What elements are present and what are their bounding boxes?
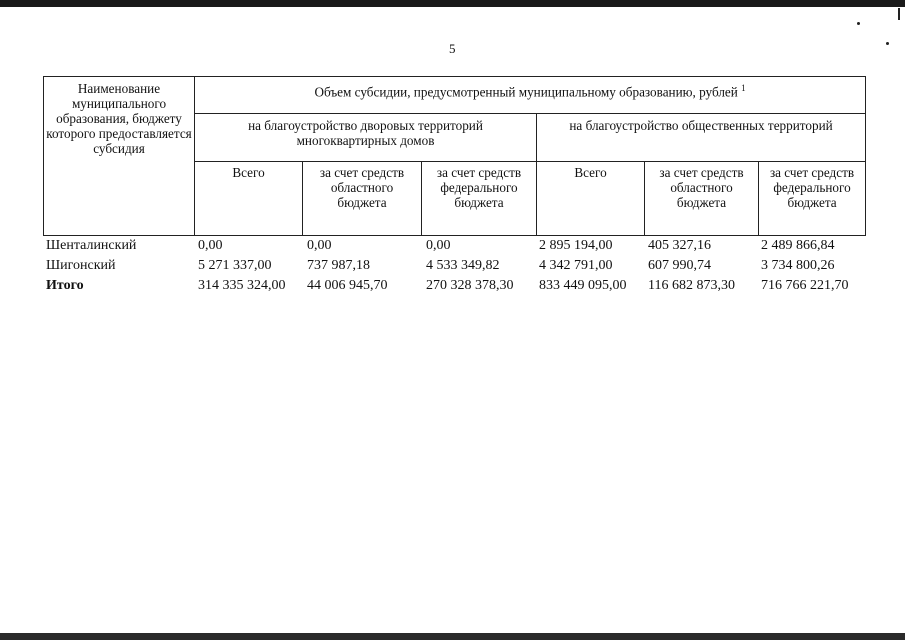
column-header-regional: за счет средств областного бюджета (303, 162, 422, 236)
table-cell: 5 271 337,00 (198, 258, 272, 273)
subsidy-table (43, 76, 865, 296)
main-header-footnote: 1 (741, 83, 746, 93)
table-cell: 405 327,16 (648, 238, 711, 253)
table-cell: 270 328 378,30 (426, 278, 514, 293)
table-row (43, 236, 865, 256)
table-row (43, 256, 865, 276)
table-cell: 116 682 873,30 (648, 278, 735, 293)
group-header-courtyards: на благоустройство дворовых территорий многоквартирных домов (195, 114, 537, 162)
column-header-federal: за счет средств федерального бюджета (759, 162, 866, 236)
group-header-public: на благоустройство общественных территорий (537, 114, 866, 162)
column-header-total: Всего (195, 162, 303, 236)
table-body (43, 236, 865, 296)
table-cell: 0,00 (307, 238, 332, 253)
main-header (195, 77, 866, 114)
table-cell: 3 734 800,26 (761, 258, 835, 273)
column-header-municipality: Наименование муниципального образования, бюджету которого предоставляется субсидия (44, 77, 195, 236)
scan-speck (857, 22, 860, 25)
total-label: Итого (46, 278, 84, 293)
scan-bottom-border (0, 628, 905, 640)
municipality-name: Шенталинский (46, 238, 137, 253)
column-header-total: Всего (537, 162, 645, 236)
table-cell: 314 335 324,00 (198, 278, 286, 293)
table-cell: 4 342 791,00 (539, 258, 613, 273)
table-cell: 0,00 (426, 238, 451, 253)
table-cell: 2 895 194,00 (539, 238, 613, 253)
table-header (43, 76, 866, 236)
column-header-federal: за счет средств федерального бюджета (422, 162, 537, 236)
table-cell: 716 766 221,70 (761, 278, 849, 293)
table-cell: 0,00 (198, 238, 223, 253)
table-cell: 44 006 945,70 (307, 278, 388, 293)
scan-speck (886, 42, 889, 45)
column-header-regional: за счет средств областного бюджета (645, 162, 759, 236)
table-row-total (43, 276, 865, 296)
scan-speck (898, 8, 900, 20)
scan-top-border (0, 0, 905, 7)
main-header-text: Объем субсидии, предусмотренный муниципальному образованию, рублей (314, 84, 738, 100)
table-cell: 737 987,18 (307, 258, 370, 273)
table-cell: 4 533 349,82 (426, 258, 500, 273)
municipality-name: Шигонский (46, 258, 116, 273)
page-number: 5 (449, 41, 456, 56)
table-cell: 2 489 866,84 (761, 238, 835, 253)
table-cell: 607 990,74 (648, 258, 711, 273)
table-cell: 833 449 095,00 (539, 278, 627, 293)
